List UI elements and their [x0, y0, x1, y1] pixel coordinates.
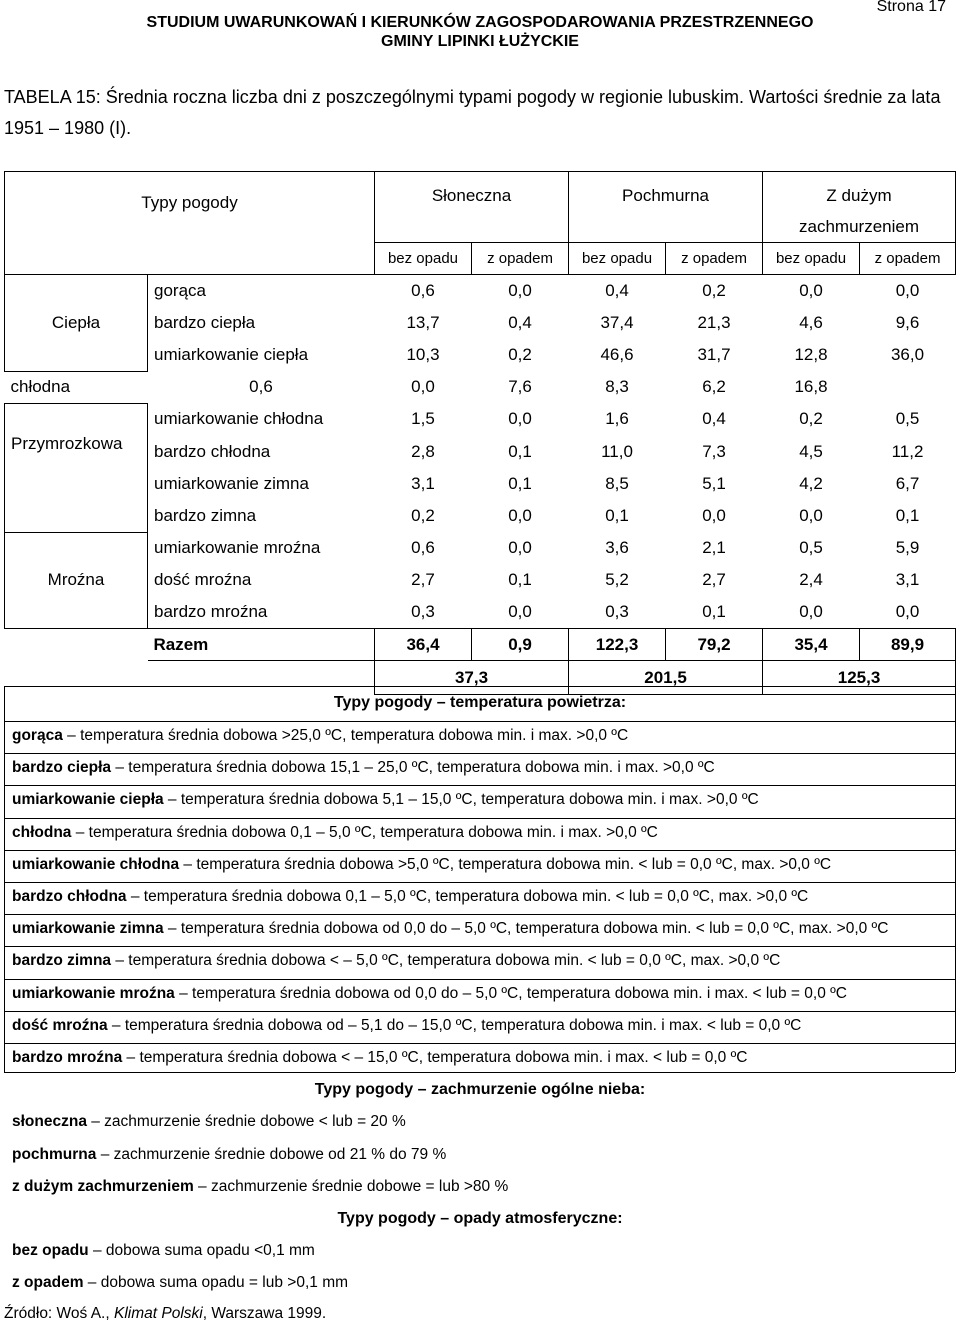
- running-head-line-2: GMINY LIPINKI ŁUŻYCKIE: [381, 33, 579, 50]
- table-row: [5, 500, 956, 532]
- table-cell: 9,6: [895, 312, 920, 332]
- category-label: Ciepła: [5, 275, 148, 372]
- table-cell: 8,5: [605, 473, 629, 493]
- table-cell: 0,0: [799, 505, 823, 525]
- table-cell: 0,5: [895, 409, 920, 429]
- legend-description: – dobowa suma opadu <0,1 mm: [88, 1242, 315, 1259]
- total-cell: 89,9: [860, 629, 956, 661]
- table-cell: 2,7: [411, 570, 435, 590]
- table-cell: 5,1: [702, 473, 726, 493]
- row-label: umiarkowanie mroźna: [154, 538, 321, 558]
- group-total-spacer: [5, 661, 375, 695]
- legend-description: – zachmurzenie średnie dobowe = lub >80 %: [193, 1178, 509, 1195]
- table-cell: 0,1: [508, 441, 532, 461]
- table-cell: 2,8: [411, 441, 435, 461]
- table-row: [5, 596, 956, 628]
- legend-item: [12, 727, 628, 745]
- table-cell: 1,5: [411, 409, 435, 429]
- table-cell: 6,2: [702, 377, 726, 397]
- legend-rule: [4, 946, 955, 947]
- group-total-cell: 37,3: [375, 661, 569, 695]
- row-label: bardzo mroźna: [154, 602, 268, 622]
- legend-item: [12, 985, 847, 1003]
- table-row: [5, 403, 956, 435]
- table-cell: 0,0: [411, 377, 435, 397]
- legend-item: [12, 1146, 446, 1164]
- table-row: [5, 307, 956, 339]
- legend-rule: [4, 1011, 955, 1012]
- total-spacer: [5, 629, 148, 661]
- legend-term: gorąca: [12, 727, 63, 744]
- subheader: z opadem: [666, 243, 763, 275]
- subheader: bez opadu: [375, 243, 472, 275]
- total-row: [5, 629, 956, 661]
- table-cell: 0,1: [508, 473, 532, 493]
- row-label: umiarkowanie chłodna: [154, 409, 324, 429]
- table-row: [5, 435, 956, 467]
- row-label: bardzo zimna: [154, 505, 257, 525]
- table-cell: 0,0: [508, 505, 532, 525]
- legend-rule: [4, 882, 955, 883]
- table-cell: 13,7: [406, 312, 440, 332]
- row-label: umiarkowanie ciepła: [154, 344, 309, 364]
- total-cell: 0,9: [472, 629, 569, 661]
- table-cell: 2,4: [799, 570, 823, 590]
- table-cell: 0,1: [702, 602, 726, 622]
- table-row: [5, 339, 956, 371]
- legend-item: [12, 824, 658, 842]
- table-cell: 3,6: [605, 538, 629, 558]
- table-cell: 0,0: [763, 275, 860, 307]
- legend-rule: [4, 914, 955, 915]
- row-label: gorąca: [148, 275, 375, 307]
- table-cell: 0,1: [605, 505, 629, 525]
- legend-rule: [4, 850, 955, 851]
- weather-table: [4, 171, 956, 695]
- table-cell: 1,6: [605, 409, 629, 429]
- table-row: [5, 532, 956, 564]
- header-row-groups: [5, 172, 956, 243]
- legend-description: – temperatura średnia dobowa 15,1 – 25,0 ºC, temperatura dobowa min. i max. >0,0 ºC: [111, 759, 715, 777]
- legend-frame-bottom: [4, 1072, 955, 1073]
- legend-cloud-title: Typy pogody – zachmurzenie ogólne nieba:: [314, 1081, 646, 1098]
- source-prefix: Źródło: Woś A.,: [4, 1305, 114, 1322]
- table-cell: 3,1: [895, 570, 920, 590]
- group-total-row: [5, 661, 956, 695]
- table-cell: 36,0: [890, 344, 925, 364]
- legend-item: [12, 952, 780, 970]
- total-cell: 79,2: [666, 629, 763, 661]
- running-head: [0, 13, 960, 51]
- legend-item: [12, 1274, 348, 1292]
- group-total-cell: 125,3: [763, 661, 956, 695]
- table-cell: 7,6: [508, 377, 532, 397]
- table-cell: 3,1: [411, 473, 435, 493]
- group-header: Z dużym zachmurzeniem: [763, 172, 956, 243]
- legend-temperature-title: Typy pogody – temperatura powietrza:: [333, 694, 627, 711]
- legend-item: [12, 920, 888, 938]
- table-cell: 4,6: [799, 312, 823, 332]
- legend-rule: [4, 1043, 955, 1044]
- table-cell: 2,1: [702, 538, 726, 558]
- table-cell: 0,1: [508, 570, 532, 590]
- table-cell: 0,0: [799, 602, 823, 622]
- total-cell: 35,4: [763, 629, 860, 661]
- page-number: Strona 17: [876, 0, 946, 15]
- corner-label: Typy pogody: [5, 172, 375, 275]
- legend-term: bardzo ciepła: [12, 759, 112, 777]
- total-cell: 122,3: [569, 629, 666, 661]
- table-cell: 0,4: [702, 409, 726, 429]
- legend-term: chłodna: [12, 823, 72, 841]
- table-cell: 10,3: [406, 344, 440, 364]
- legend-term: umiarkowanie zimna: [12, 920, 164, 938]
- legend-frame-top: [4, 686, 955, 687]
- legend-term: umiarkowanie mroźna: [12, 984, 175, 1002]
- legend-frame-right: [955, 686, 956, 1072]
- subheader: z opadem: [860, 243, 956, 275]
- table-cell: 11,2: [891, 441, 924, 461]
- legend-item: [12, 1113, 406, 1131]
- legend-term: umiarkowanie ciepła: [12, 791, 164, 809]
- table-cell: 4,5: [799, 441, 823, 461]
- legend-description: – zachmurzenie średnie dobowe < lub = 20 %: [86, 1113, 406, 1130]
- table-cell: 5,2: [605, 570, 629, 590]
- group-header: Słoneczna: [375, 172, 569, 243]
- table-cell: 0,2: [411, 505, 435, 525]
- legend-item: [12, 1178, 508, 1196]
- table-row: [5, 564, 956, 596]
- legend-term: bardzo zimna: [12, 952, 112, 970]
- legend-precip-title: Typy pogody – opady atmosferyczne:: [337, 1210, 623, 1227]
- table-cell: 0,2: [508, 344, 532, 364]
- legend-term: z dużym zachmurzeniem: [12, 1178, 194, 1195]
- table-cell: 2,7: [702, 570, 726, 590]
- table-cell: 7,3: [702, 441, 726, 461]
- table-cell: 0,2: [666, 275, 763, 307]
- row-label: dość mroźna: [154, 570, 252, 590]
- legend-term: umiarkowanie chłodna: [12, 855, 180, 873]
- legend-description: – temperatura średnia dobowa < – 5,0 ºC, temperatura dobowa min. < lub = 0,0 ºC, max. >0,0 ºC: [111, 952, 781, 970]
- total-label: Razem: [148, 629, 375, 661]
- subheader: bez opadu: [763, 243, 860, 275]
- legend-description: – temperatura średnia dobowa od – 5,1 do – 15,0 ºC, temperatura dobowa min. i max. < lub = 0,0 ºC: [107, 1016, 802, 1034]
- table-cell: 0,1: [895, 505, 920, 525]
- legend-rule: [4, 753, 955, 754]
- table-cell: 0,0: [508, 538, 532, 558]
- legend-description: – temperatura średnia dobowa >25,0 ºC, temperatura dobowa min. i max. >0,0 ºC: [62, 727, 629, 744]
- table-cell: 0,4: [508, 312, 532, 332]
- table-cell: 37,4: [600, 312, 634, 332]
- group-total-cell: 201,5: [569, 661, 763, 695]
- source-suffix: , Warszawa 1999.: [202, 1305, 327, 1322]
- table-cell: 4,2: [799, 473, 823, 493]
- legend-item: [12, 888, 808, 906]
- legend-item: [12, 759, 715, 777]
- category-label: Mroźna: [5, 532, 148, 629]
- table-cell: 0,3: [411, 602, 435, 622]
- legend-item: [12, 1017, 801, 1035]
- table-cell: 12,8: [794, 344, 828, 364]
- row-label: bardzo ciepła: [154, 312, 256, 332]
- legend-item: [12, 856, 831, 874]
- legend-description: – zachmurzenie średnie dobowe od 21 % do 79 %: [96, 1145, 447, 1163]
- running-head-line-1: STUDIUM UWARUNKOWAŃ I KIERUNKÓW ZAGOSPODAROWANIA PRZESTRZENNEGO: [146, 14, 814, 31]
- legend-frame-left: [4, 686, 5, 1072]
- table-cell: 0,6: [375, 275, 472, 307]
- table-cell: 0,6: [249, 377, 273, 397]
- table-cell: 0,6: [411, 538, 435, 558]
- legend-description: – temperatura średnia dobowa < – 15,0 ºC, temperatura dobowa min. i max. < lub = 0,0 ºC: [122, 1049, 748, 1066]
- legend-description: – temperatura średnia dobowa 5,1 – 15,0 ºC, temperatura dobowa min. i max. >0,0 ºC: [163, 791, 759, 809]
- legend-term: dość mroźna: [12, 1016, 108, 1034]
- legend-description: – dobowa suma opadu = lub >0,1 mm: [83, 1274, 349, 1291]
- table-cell: 0,3: [605, 602, 629, 622]
- legend-rule: [4, 721, 955, 722]
- table-cell: 31,7: [697, 344, 731, 364]
- total-cell: 36,4: [375, 629, 472, 661]
- source-title: Klimat Polski: [113, 1305, 203, 1322]
- table-cell: 0,0: [508, 409, 532, 429]
- legend-description: – temperatura średnia dobowa od 0,0 do – 5,0 ºC, temperatura dobowa min. < lub = 0,0 ºC, max. >0,0 ºC: [163, 920, 889, 938]
- table-cell: 21,3: [697, 312, 731, 332]
- legend-term: bardzo mroźna: [12, 1049, 123, 1066]
- row-label: bardzo chłodna: [154, 441, 271, 461]
- legend-description: – temperatura średnia dobowa od 0,0 do – 5,0 ºC, temperatura dobowa min. i max. < lub = 0,0 ºC: [174, 984, 847, 1002]
- category-label: Przymrozkowa: [5, 403, 148, 532]
- table-caption: TABELA 15: Średnia roczna liczba dni z poszczególnymi typami pogody w regionie lubuskim. Wartości średnie za lata 1951 – 1980 (I).: [4, 87, 941, 138]
- legend-term: bez opadu: [12, 1242, 89, 1259]
- subheader: bez opadu: [569, 243, 666, 275]
- legend-description: – temperatura średnia dobowa 0,1 – 5,0 ºC, temperatura dobowa min. i max. >0,0 ºC: [71, 823, 658, 841]
- legend-rule: [4, 979, 955, 980]
- row-label: umiarkowanie zimna: [154, 473, 309, 493]
- legend-item: [12, 1049, 747, 1067]
- legend-term: słoneczna: [12, 1113, 87, 1130]
- table-cell: 6,7: [895, 473, 920, 493]
- legend-item: [12, 791, 759, 809]
- table-cell: 0,2: [799, 409, 823, 429]
- table-cell: 8,3: [605, 377, 629, 397]
- table-cell: 0,0: [895, 602, 920, 622]
- legend-description: – temperatura średnia dobowa >5,0 ºC, temperatura dobowa min. < lub = 0,0 ºC, max. >0,0 ºC: [179, 855, 832, 873]
- table-cell: 0,0: [860, 275, 956, 307]
- table-cell: 46,6: [600, 344, 634, 364]
- legend-term: pochmurna: [12, 1145, 97, 1163]
- table-cell: 16,8: [794, 377, 828, 397]
- table-row: [5, 468, 956, 500]
- table-row: [5, 275, 956, 307]
- table-cell: 0,4: [569, 275, 666, 307]
- table-cell: 0,0: [702, 505, 726, 525]
- table-cell: 11,0: [601, 441, 633, 461]
- table-cell: 5,9: [895, 538, 920, 558]
- legend-rule: [4, 785, 955, 786]
- table-row: [5, 371, 956, 403]
- row-label: chłodna: [10, 377, 71, 397]
- legend-term: bardzo chłodna: [12, 888, 127, 905]
- table-cell: 0,5: [799, 538, 823, 558]
- group-header: Pochmurna: [569, 172, 763, 243]
- source-note: [4, 1305, 326, 1323]
- legend-term: z opadem: [12, 1274, 84, 1291]
- legend-item: [12, 1242, 315, 1260]
- table-cell: 0,0: [508, 602, 532, 622]
- legend-rule: [4, 818, 955, 819]
- subheader: z opadem: [472, 243, 569, 275]
- legend-description: – temperatura średnia dobowa 0,1 – 5,0 ºC, temperatura dobowa min. < lub = 0,0 ºC, max. >0,0 ºC: [126, 888, 809, 905]
- table-cell: 0,0: [472, 275, 569, 307]
